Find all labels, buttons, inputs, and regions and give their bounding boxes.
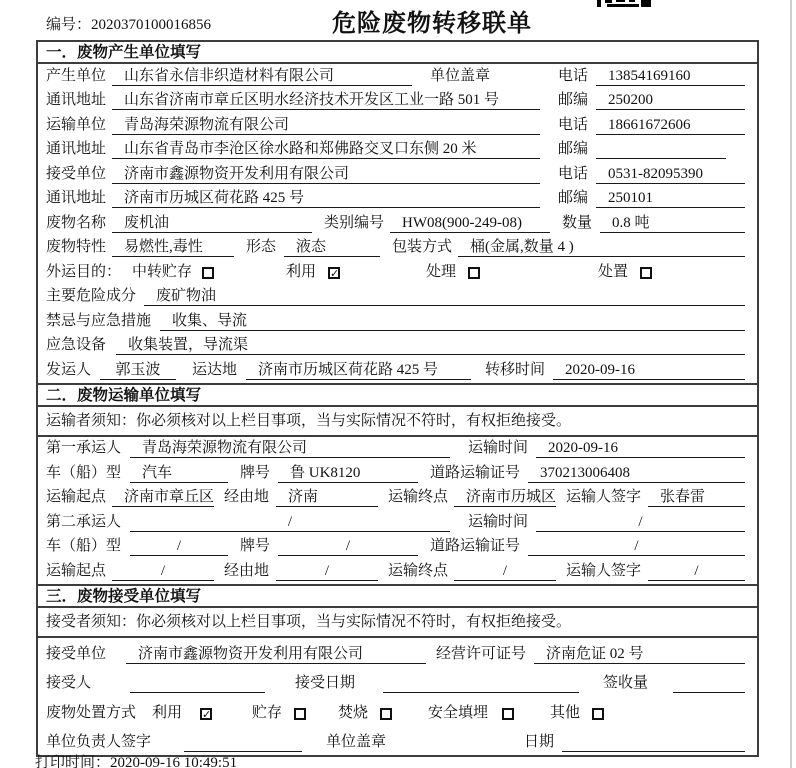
checkbox-unchecked-icon	[592, 708, 604, 720]
field-value	[184, 732, 302, 752]
field-label: 第一承运人	[46, 440, 122, 456]
field-label: 通讯地址	[46, 141, 107, 157]
field-value: 山东省济南市章丘区明水经济技术开发区工业一路 501 号	[112, 90, 540, 110]
field-value: 济南市历城区荷花路 425 号	[112, 188, 540, 208]
section-3	[38, 584, 757, 756]
field-label: 运输时间	[468, 440, 529, 456]
field-label: 通讯地址	[46, 92, 107, 108]
checkbox-checked-icon: ✓	[202, 707, 212, 721]
field-value: /	[536, 512, 745, 532]
field-label: 单位盖章	[326, 734, 387, 751]
field-label: 邮编	[558, 141, 589, 157]
field-value	[596, 139, 726, 159]
form-row	[38, 334, 757, 359]
field-label: 通讯地址	[46, 190, 107, 206]
form-row	[38, 89, 757, 114]
page-title: 危险废物转移联单	[332, 11, 532, 37]
field-label: 电话	[558, 67, 589, 84]
checkbox-unchecked-icon	[502, 708, 514, 720]
field-value: 易燃性,毒性	[112, 237, 234, 257]
form-row	[38, 285, 757, 310]
field-value	[673, 673, 745, 693]
field-value: 2020-09-16	[553, 360, 745, 380]
checkbox-unchecked-icon	[380, 708, 392, 720]
form-row	[38, 638, 757, 667]
section-2	[38, 383, 757, 584]
field-label: 其他	[550, 704, 581, 721]
form-row	[38, 138, 757, 163]
serial-value: 2020370100016856	[91, 17, 212, 33]
field-label: 利用	[286, 263, 317, 280]
field-label: 电话	[558, 165, 589, 182]
field-label: 牌号	[240, 538, 271, 554]
field-label: 日期	[524, 734, 555, 751]
form-row	[38, 667, 757, 696]
field-value: 济南市历城区	[454, 487, 556, 507]
serial-number	[46, 13, 211, 34]
field-label: 运输起点	[46, 562, 107, 579]
field-value: 收集、导流	[160, 311, 745, 331]
field-label: 运达地	[192, 361, 238, 378]
section-notice: 接受者须知：你必须核对以上栏目事项，当与实际情况不符时，有权拒绝接受。	[38, 608, 757, 638]
checkbox-checked-icon: ✓	[330, 266, 340, 280]
field-label: 禁忌与应急措施	[46, 312, 152, 329]
field-label: 牌号	[240, 464, 271, 481]
form-row	[38, 162, 757, 187]
field-label: 运输时间	[468, 513, 529, 530]
form-row	[38, 309, 757, 334]
field-value: 济南	[276, 487, 378, 507]
field-value: /	[276, 561, 378, 581]
serial-label: 编号：	[46, 17, 92, 33]
field-label: 形态	[246, 239, 277, 255]
field-value: 张春雷	[648, 487, 745, 507]
field-value: HW08(900-249-08)	[390, 213, 550, 233]
field-value: 18661672606	[596, 115, 745, 135]
print-time-value: 2020-09-16 10:49:51	[110, 755, 238, 768]
field-value: 鲁 UK8120	[278, 463, 418, 483]
field-label: 中转贮存	[132, 263, 193, 280]
checkbox-unchecked-icon	[468, 267, 480, 279]
field-label: 车（船）型	[46, 464, 122, 481]
field-value: /	[130, 512, 450, 532]
field-label: 道路运输证号	[430, 538, 521, 554]
form-row	[38, 559, 757, 584]
form-row	[38, 113, 757, 138]
field-value: 济南市历城区荷花路 425 号	[246, 360, 471, 380]
field-label: 类别编号	[324, 214, 385, 231]
qr-code-fragment-icon	[597, 0, 653, 8]
field-label: 接受人	[46, 675, 92, 692]
section-1	[38, 42, 757, 383]
field-label: 道路运输证号	[430, 464, 521, 481]
field-label: 主要危险成分	[46, 288, 137, 304]
field-value: 山东省永信非织造材料有限公司	[112, 66, 412, 86]
form-row	[38, 260, 757, 285]
field-value: 青岛海荣源物流有限公司	[130, 438, 450, 458]
form-row	[38, 211, 757, 236]
form-row	[38, 696, 757, 725]
field-label: 签收量	[603, 675, 649, 692]
field-label: 利用	[152, 704, 183, 721]
field-value: 青岛海荣源物流有限公司	[112, 115, 540, 135]
field-label: 接受单位	[46, 645, 107, 662]
field-value: 2020-09-16	[536, 438, 745, 458]
field-label: 车（船）型	[46, 538, 122, 554]
field-value: 250200	[596, 90, 745, 110]
field-value	[130, 673, 265, 693]
field-label: 发运人	[46, 361, 92, 378]
field-value: 13854169160	[596, 66, 745, 86]
field-value: /	[648, 561, 745, 581]
form-row	[38, 510, 757, 535]
print-time	[35, 751, 237, 768]
form-row	[38, 358, 757, 383]
field-label: 贮存	[252, 704, 283, 721]
field-label: 废物名称	[46, 214, 107, 231]
field-value: /	[454, 561, 556, 581]
field-value: 济南市鑫源物资开发利用有限公司	[126, 644, 426, 664]
form-row	[38, 437, 757, 462]
field-label: 运输终点	[388, 562, 449, 579]
form-row	[38, 535, 757, 560]
field-label: 产生单位	[46, 67, 107, 84]
field-value	[562, 732, 745, 752]
field-value: 废机油	[112, 213, 312, 233]
field-label: 经由地	[224, 489, 270, 505]
field-value: 济南市鑫源物资开发利用有限公司	[112, 164, 540, 184]
field-label: 电话	[558, 116, 589, 133]
field-value: 0.8 吨	[600, 213, 745, 233]
section-header: 二．废物运输单位填写	[38, 385, 757, 407]
field-label: 应急设备	[46, 337, 107, 353]
field-value: 济南市章丘区	[112, 487, 214, 507]
field-value: 山东省青岛市李沧区徐水路和郑佛路交叉口东侧 20 米	[112, 139, 540, 159]
field-label: 运输终点	[388, 489, 449, 505]
field-label: 单位盖章	[430, 67, 491, 84]
field-label: 处置	[598, 263, 629, 280]
field-label: 运输人签字	[566, 562, 642, 579]
field-label: 第二承运人	[46, 513, 122, 530]
field-label: 邮编	[558, 190, 589, 206]
checkbox-unchecked-icon	[640, 267, 652, 279]
field-value: 桶(金属,数量 4 )	[458, 237, 745, 257]
field-value: /	[278, 536, 418, 556]
field-value: 郭玉波	[100, 360, 176, 380]
field-value: /	[130, 536, 228, 556]
page-edge-divider	[790, 0, 792, 768]
section-header: 三．废物接受单位填写	[38, 586, 757, 608]
field-label: 经营许可证号	[436, 645, 527, 662]
section-notice: 运输者须知：你必须核对以上栏目事项，当与实际情况不符时，有权拒绝接受。	[38, 407, 757, 437]
checkbox-unchecked-icon	[202, 267, 214, 279]
field-value: 0531-82095390	[596, 164, 745, 184]
field-label: 废物处置方式	[46, 704, 137, 721]
field-label: 处理	[426, 263, 457, 280]
field-label: 数量	[562, 214, 593, 231]
field-label: 运输人签字	[566, 489, 642, 505]
field-label: 安全填埋	[428, 704, 489, 721]
field-label: 包装方式	[392, 239, 453, 255]
print-time-label: 打印时间：	[35, 755, 111, 768]
form-row	[38, 64, 757, 89]
field-label: 废物特性	[46, 239, 107, 255]
field-label: 外运目的：	[46, 263, 122, 280]
field-label: 运输起点	[46, 489, 107, 505]
field-label: 邮编	[558, 92, 589, 108]
field-label: 接受单位	[46, 165, 107, 182]
field-value: /	[112, 561, 214, 581]
checkbox-unchecked-icon	[294, 708, 306, 720]
field-value: /	[528, 536, 745, 556]
form-row	[38, 236, 757, 261]
field-value: 济南危证 02 号	[534, 644, 745, 664]
field-label: 经由地	[224, 562, 270, 579]
field-value: 收集装置，导流渠	[116, 335, 745, 355]
field-value: 废矿物油	[144, 286, 745, 306]
field-value: 370213006408	[528, 463, 745, 483]
field-label: 运输单位	[46, 116, 107, 133]
manifest-form-table	[36, 40, 759, 757]
field-value: 250101	[596, 188, 745, 208]
section-header: 一．废物产生单位填写	[38, 42, 757, 64]
form-row	[38, 461, 757, 486]
field-value	[383, 673, 579, 693]
form-row	[38, 486, 757, 511]
field-label: 焚烧	[338, 704, 369, 721]
field-label: 单位负责人签字	[46, 734, 152, 751]
field-value: 液态	[284, 237, 380, 257]
field-label: 转移时间	[485, 361, 546, 378]
field-value: 汽车	[130, 463, 228, 483]
field-label: 接受日期	[295, 675, 356, 692]
form-row	[38, 187, 757, 212]
